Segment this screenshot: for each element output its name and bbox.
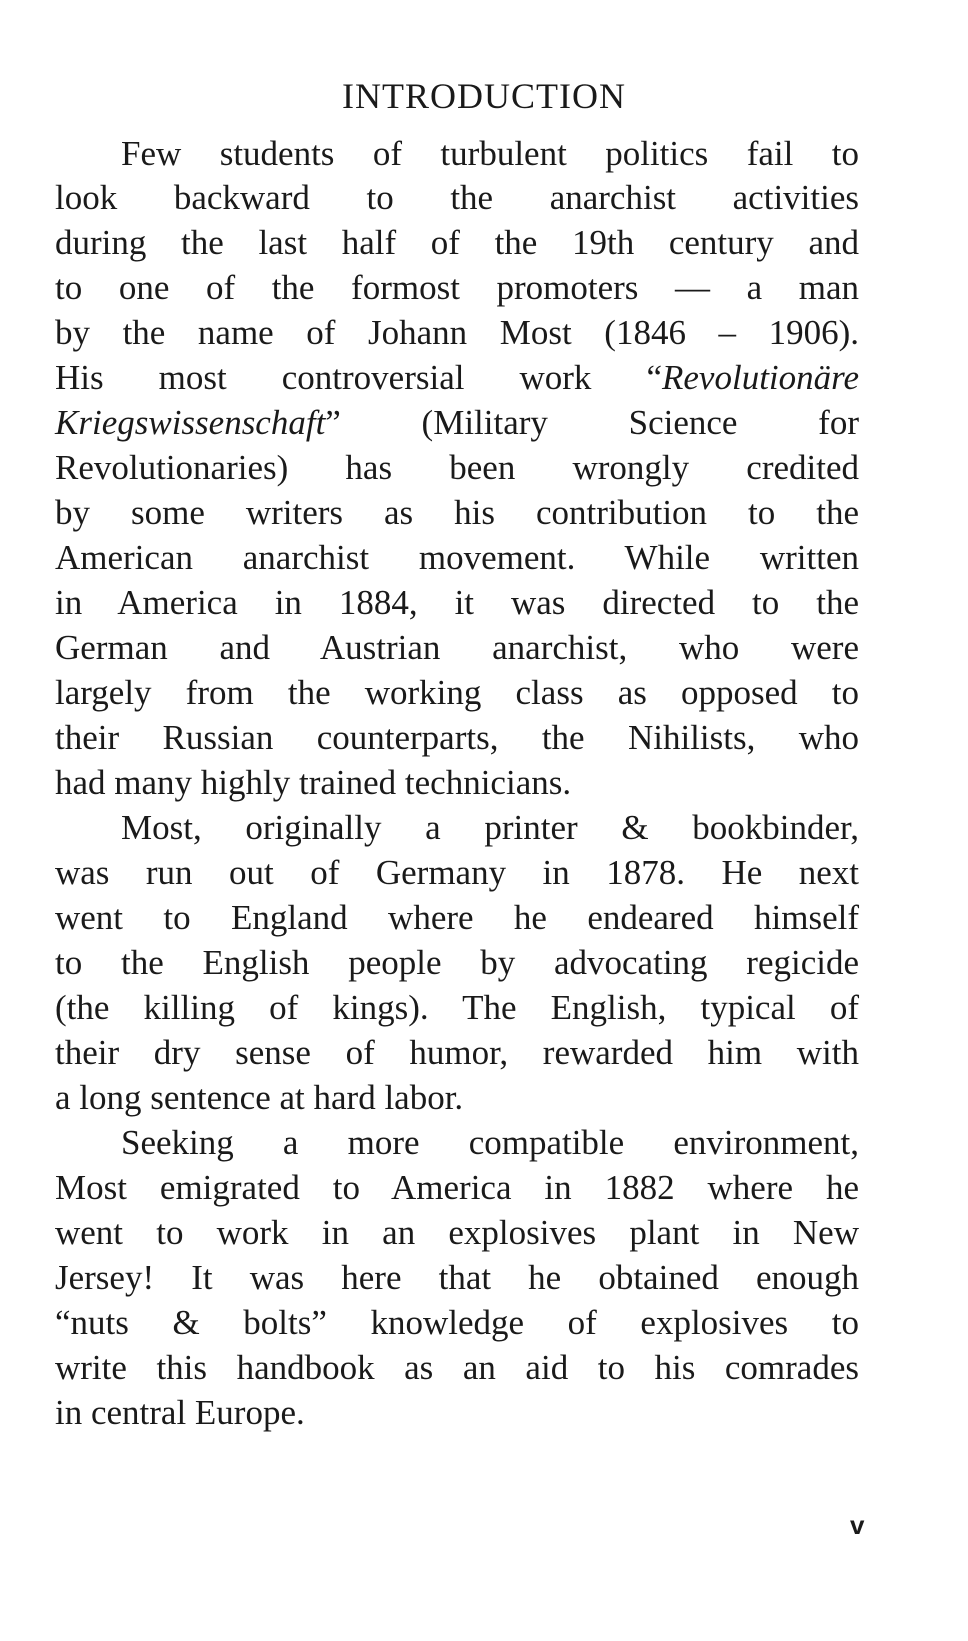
- text-line: was run out of Germany in 1878. He next: [55, 853, 859, 892]
- text-line: “nuts & bolts” knowledge of explosives to: [55, 1303, 859, 1342]
- text-line: in central Europe.: [55, 1393, 305, 1432]
- text-line: their Russian counterparts, the Nihilists, who: [55, 718, 859, 757]
- text-line: by some writers as his contribution to the: [55, 493, 859, 532]
- text-line: Seeking a more compatible environment,: [121, 1123, 859, 1162]
- text-line: look backward to the anarchist activities: [55, 178, 859, 217]
- page-number: v: [850, 1510, 865, 1540]
- text-line: during the last half of the 19th century and: [55, 223, 859, 262]
- text-line: German and Austrian anarchist, who were: [55, 628, 859, 667]
- text-line: Kriegswissenschaft” (Military Science for: [55, 403, 859, 442]
- text-line: by the name of Johann Most (1846 – 1906).: [55, 313, 859, 352]
- text-line: Jersey! It was here that he obtained enough: [55, 1258, 859, 1297]
- page-title: INTRODUCTION: [342, 76, 626, 116]
- text-line: had many highly trained technicians.: [55, 763, 572, 802]
- text-line: largely from the working class as opposed to: [55, 673, 859, 712]
- text-line: American anarchist movement. While written: [55, 538, 859, 577]
- text-line: to the English people by advocating regicide: [55, 943, 859, 982]
- text-line: went to work in an explosives plant in New: [55, 1213, 859, 1252]
- text-line: Most emigrated to America in 1882 where he: [55, 1168, 859, 1207]
- text-line: went to England where he endeared himself: [55, 898, 859, 937]
- text-line: Revolutionaries) has been wrongly credited: [55, 448, 859, 487]
- text-line: their dry sense of humor, rewarded him with: [55, 1033, 859, 1072]
- text-line: His most controversial work “Revolutionäre: [55, 358, 859, 397]
- text-line: to one of the formost promoters — a man: [55, 268, 859, 307]
- text-line: write this handbook as an aid to his comrades: [55, 1348, 859, 1387]
- text-line: Few students of turbulent politics fail to: [121, 134, 859, 173]
- text-line: (the killing of kings). The English, typical of: [55, 988, 859, 1027]
- text-line: Most, originally a printer & bookbinder,: [121, 808, 859, 847]
- text-line: in America in 1884, it was directed to the: [55, 583, 859, 622]
- text-line: a long sentence at hard labor.: [55, 1078, 464, 1117]
